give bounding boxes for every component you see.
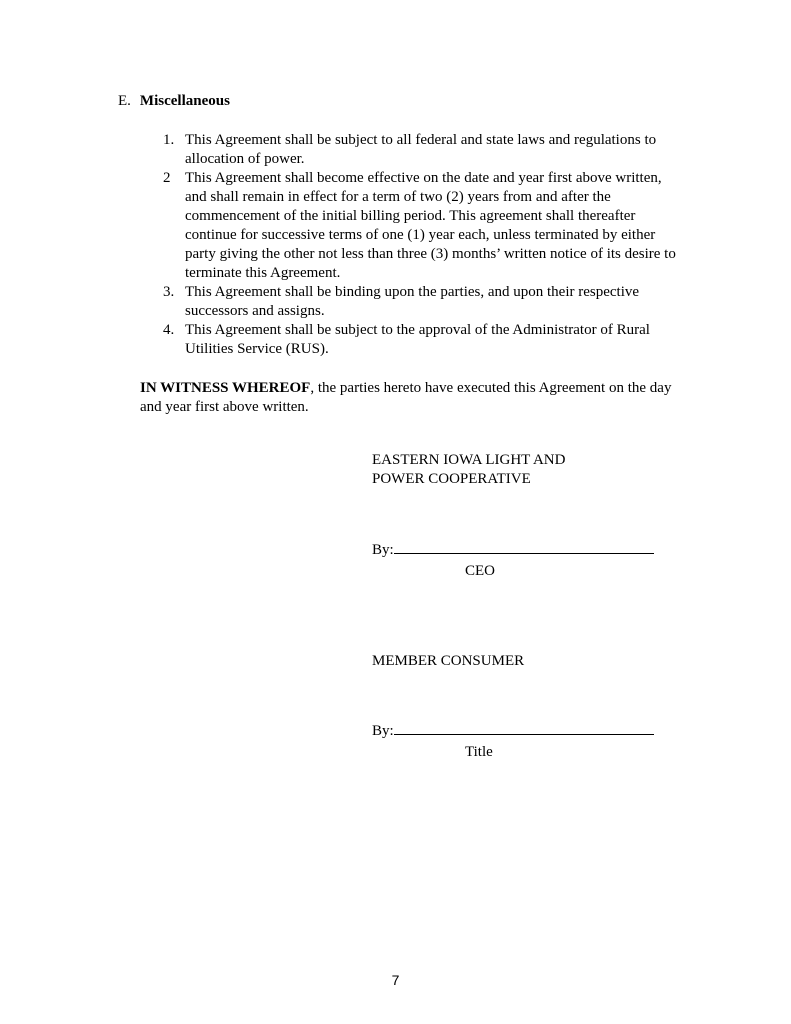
signature-by-row [372,538,672,560]
party-name-line: EASTERN IOWA LIGHT AND [372,452,566,468]
section-heading [118,92,692,111]
witness-clause-lead: IN WITNESS WHEREOF [140,380,311,396]
list-item [163,131,692,169]
list-item-text: This Agreement shall become effective on the date and year first above written, and shall remain in effect for a term of two (2) years from and after the commencement of the initial billing period. This agreement shall thereafter continue for successive terms of one (1) year each, unless terminated by either party giving the other not less than three (3) months’ written notice of its desire to terminate this Agreement. [185,170,676,281]
party-name-line: MEMBER CONSUMER [372,653,525,669]
party-name-line: POWER COOPERATIVE [372,471,531,487]
list-item-text: This Agreement shall be subject to all federal and state laws and regulations to allocation of power. [185,132,657,167]
signature-by-row [372,719,672,741]
signature-block-cooperative [372,451,672,581]
list-item-number: 3. [163,284,175,300]
witness-clause-body: , the parties hereto have executed this Agreement on the day and year first above written. [140,380,672,415]
list-item [163,283,692,321]
page-number: 7 [391,972,400,988]
main-content [118,92,692,359]
signature-line [394,719,654,735]
list-item-number: 2 [163,170,171,186]
signature-area [372,451,672,762]
section-letter: E. [118,93,131,109]
list-item-text: This Agreement shall be subject to the approval of the Administrator of Rural Utilities Service (RUS). [185,322,650,357]
section-title: Miscellaneous [139,93,230,109]
by-label: By: [372,542,394,558]
list-item-text: This Agreement shall be binding upon the parties, and upon their respective successors and assigns. [185,284,640,319]
by-label: By: [372,723,394,739]
witness-clause [140,379,696,417]
signer-title: Title [465,744,493,760]
signer-title: CEO [465,563,495,579]
list-item [163,321,692,359]
signature-line [394,538,654,554]
list-item-number: 4. [163,322,175,338]
numbered-list [163,131,692,359]
list-item-number: 1. [163,132,175,148]
signature-block-member [372,652,672,762]
list-item [163,169,692,283]
